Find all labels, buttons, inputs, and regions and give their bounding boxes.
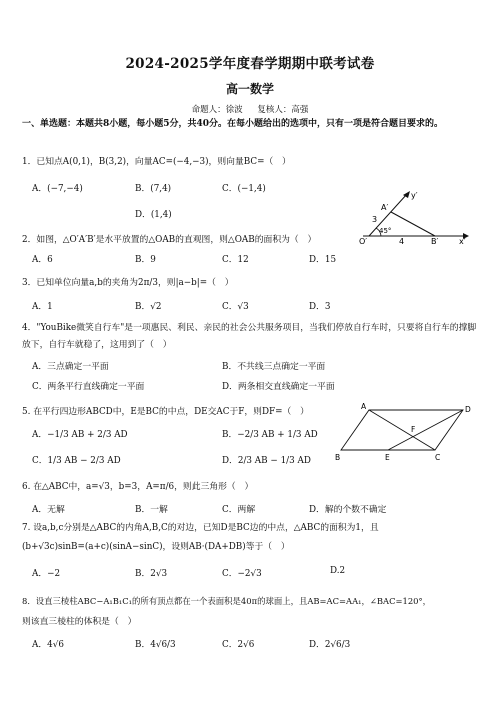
label-c: C <box>435 453 441 462</box>
q7-stem-line2: (b+√3c)sinB=(a+c)(sinA−sinC)，设则AB·(DA+DB)等于（ ） <box>22 542 290 552</box>
proposer: 命题人：徐波 <box>191 105 243 115</box>
exam-title: 2024-2025学年度春学期期中联考试卷 <box>125 56 375 72</box>
q1-option-d: D．(1,4) <box>135 210 172 220</box>
label-4: 4 <box>399 237 405 244</box>
q1-option-b: B．(7,4) <box>135 184 172 194</box>
q6-option-d: D．解的个数不确定 <box>309 505 387 515</box>
q4-option-b: B．不共线三点确定一平面 <box>222 362 326 372</box>
side-ab <box>391 212 435 236</box>
label-45: 45° <box>379 227 392 235</box>
q1-option-c: C．(−1,4) <box>222 184 266 194</box>
label-d: D <box>465 405 471 414</box>
q5-option-d: D．2/3 AB − 1/3 AD <box>222 456 311 466</box>
q3-option-a: A．1 <box>32 302 53 312</box>
label-y: y′ <box>411 191 418 200</box>
q7-option-a: A．−2 <box>32 569 61 579</box>
q7-stem-line1: 7. 设a,b,c分别是△ABC的内角A,B,C的对边，已知D是BC边的中点，△ABC的面积为1，且 <box>22 523 379 533</box>
q8-option-c: C．2√6 <box>222 640 255 650</box>
q7-option-b: B．2√3 <box>135 569 168 579</box>
q8-stem-line1: 8．设直三棱柱ABC−A₁B₁C₁的所有顶点都在一个表面积是40π的球面上，且AB=AC=AA₁，∠BAC=120°， <box>22 596 432 606</box>
label-a: A <box>361 402 367 411</box>
q3-option-b: B．√2 <box>135 302 162 312</box>
q3-option-c: C．√3 <box>222 302 249 312</box>
authors-line <box>0 103 500 115</box>
label-3: 3 <box>372 215 378 224</box>
q6-stem: 6. 在△ABC中，a=√3，b=3，A=π/6，则此三角形（ ） <box>22 482 254 492</box>
q8-option-b: B．4√6/3 <box>135 640 176 650</box>
q2-option-b: B．9 <box>135 255 156 265</box>
q7-option-c: C．−2√3 <box>222 569 262 579</box>
label-x: x′ <box>459 237 466 244</box>
q4-stem: 4．"YouBike微笑自行车"是一项惠民、利民、亲民的社会公共服务项目，当我们停放自行车时，只要将自行车的撑脚放下，自行车就稳了，这用到了（ ） <box>22 323 477 350</box>
q8-option-a: A．4√6 <box>32 640 64 650</box>
q2-option-a: A．6 <box>32 255 53 265</box>
q6-option-b: B．一解 <box>135 505 168 515</box>
label-o: O′ <box>359 237 368 244</box>
q1-stem: 1．已知点A(0,1)，B(3,2)，向量AC=(−4,−3)，则向量BC=（ ） <box>22 157 291 167</box>
label-f: F <box>411 425 416 434</box>
q5-figure <box>335 400 475 462</box>
q2-option-c: C．12 <box>222 255 249 265</box>
q7-option-d: D.2 <box>330 566 346 576</box>
q2-option-d: D．15 <box>309 255 337 265</box>
q8-option-d: D．2√6/3 <box>309 640 351 650</box>
q8-stem-line2: 则该直三棱柱的体积是（ ） <box>22 617 137 627</box>
q5-option-a: A．−1/3 AB + 2/3 AD <box>32 430 128 440</box>
q3-stem: 3．已知单位向量a,b的夹角为2π/3，则|a−b|=（ ） <box>22 278 234 288</box>
q4-option-d: D．两条相交直线确定一平面 <box>222 382 335 392</box>
label-b: B′ <box>431 237 439 244</box>
q2-stem: 2．如图，△O′A′B′是水平放置的△OAB的直观图，则△OAB的面积为（ ） <box>22 235 317 245</box>
q6-option-c: C．两解 <box>222 505 256 515</box>
label-b: B <box>335 453 341 462</box>
label-e: E <box>385 453 390 462</box>
q2-figure <box>355 188 475 244</box>
q6-option-a: A．无解 <box>32 505 65 515</box>
q5-option-b: B．−2/3 AB + 1/3 AD <box>222 430 318 440</box>
q4-option-a: A．三点确定一平面 <box>32 362 109 372</box>
section-heading: 一、单选题：本题共8小题，每小题5分，共40分。在每小题给出的选项中，只有一项是符合题目要求的。 <box>22 119 444 129</box>
q1-option-a: A．(−7,−4) <box>32 184 83 194</box>
q4-option-c: C．两条平行直线确定一平面 <box>32 382 145 392</box>
q5-stem: 5. 在平行四边形ABCD中，E是BC的中点，DE交AC于F，则DF=（ ） <box>22 407 309 417</box>
q3-option-d: D．3 <box>309 302 331 312</box>
exam-subtitle: 高一数学 <box>225 82 274 96</box>
reviewer: 复核人：高强 <box>257 105 309 115</box>
q5-option-c: C．1/3 AB − 2/3 AD <box>32 456 121 466</box>
label-a: A′ <box>381 203 389 212</box>
